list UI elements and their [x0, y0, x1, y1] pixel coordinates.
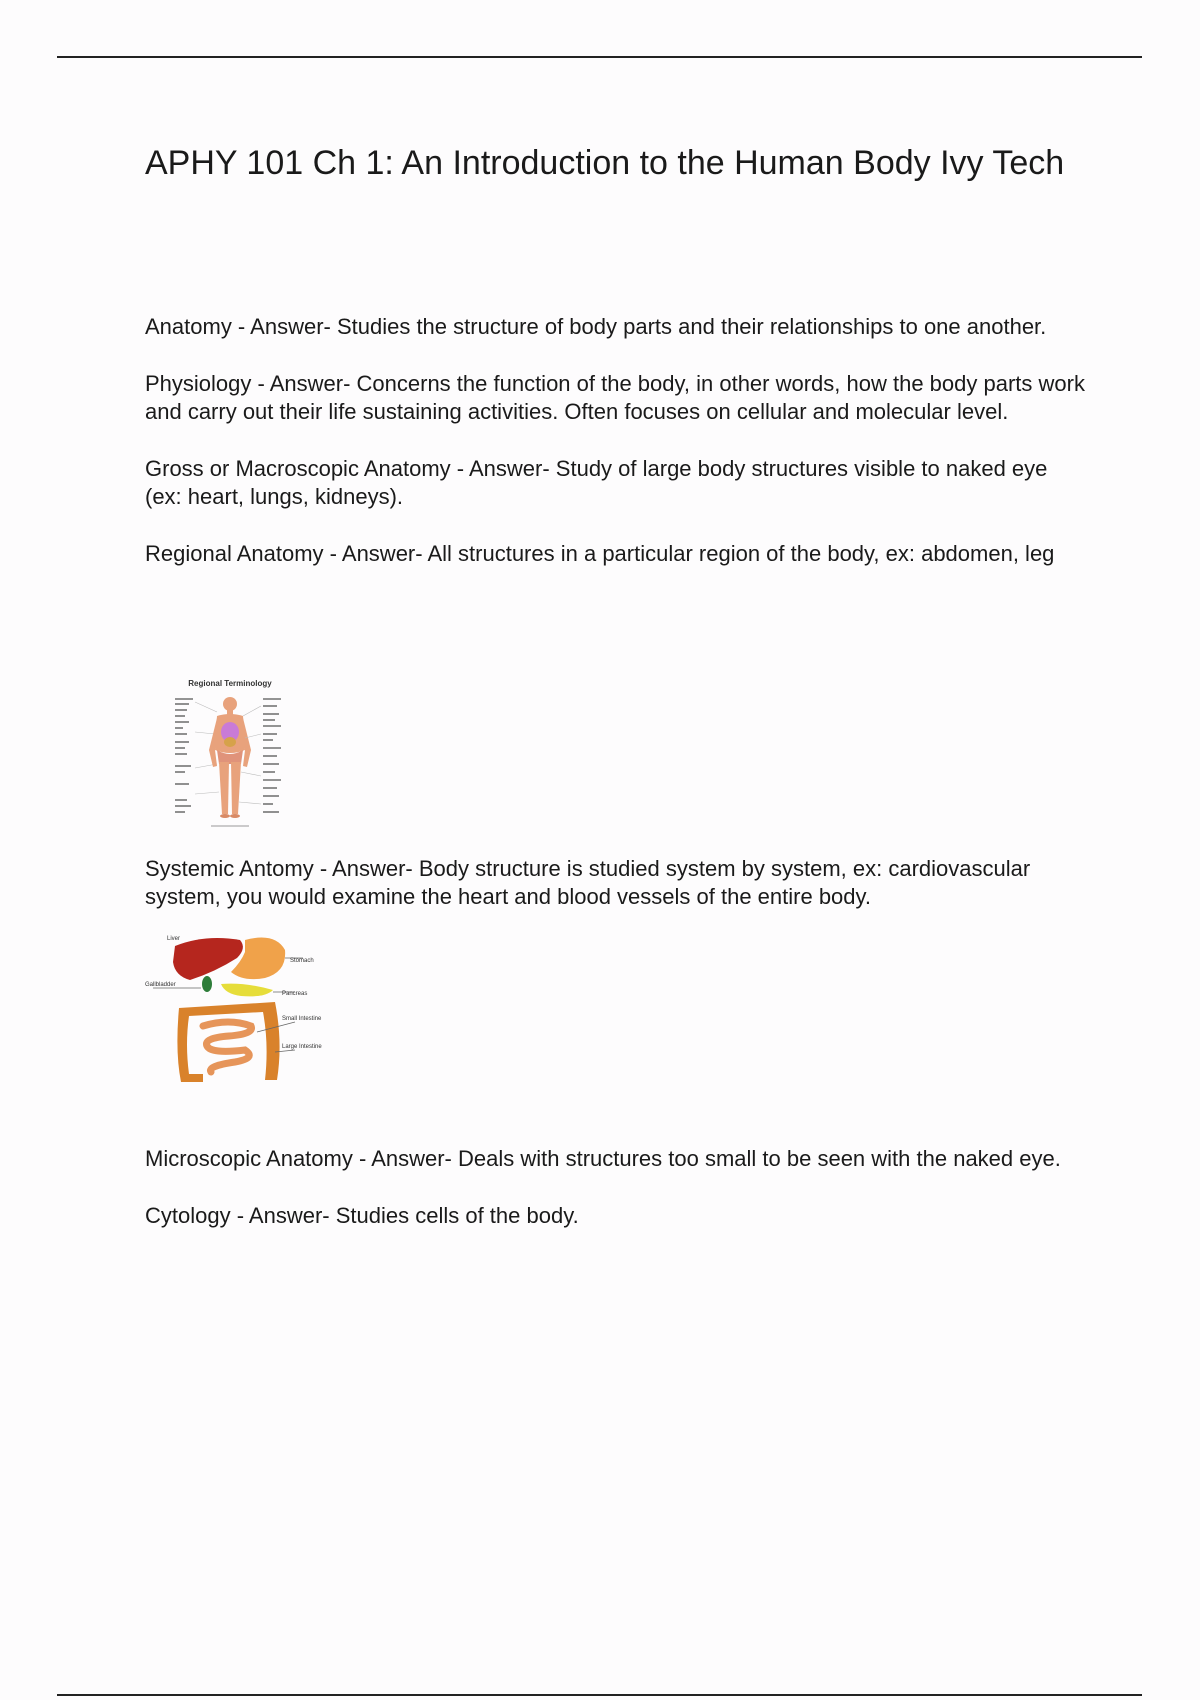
- entry-microscopic-anatomy: Microscopic Anatomy - Answer- Deals with structures too small to be seen with the naked eye.: [145, 1146, 1061, 1171]
- figure-caption: Regional Terminology: [188, 679, 272, 688]
- liver-shape: [173, 938, 243, 980]
- page-header: [145, 142, 1085, 184]
- gallbladder-shape: [202, 976, 212, 992]
- label-pancreas: Pancreas: [282, 991, 308, 997]
- small-intestine-shape: [203, 1022, 252, 1072]
- entry-regional-anatomy: Regional Anatomy - Answer- All structures in a particular region of the body, ex: abdomen, leg: [145, 541, 1055, 566]
- regional-body-diagram: [145, 672, 315, 832]
- large-intestine-shape: [177, 1002, 279, 1082]
- top-rule: [57, 56, 1142, 58]
- regional-terminology-figure: [145, 672, 315, 837]
- label-large-intestine: Large Intestine: [282, 1044, 322, 1050]
- entries-block-2: [145, 855, 1085, 911]
- pancreas-shape: [221, 984, 273, 997]
- left-labels: [175, 699, 193, 812]
- entries-block-1: [145, 313, 1085, 568]
- entry-anatomy: Anatomy - Answer- Studies the structure of body parts and their relationships to one another.: [145, 314, 1047, 339]
- label-liver: Liver: [167, 936, 181, 942]
- page-title: APHY 101 Ch 1: An Introduction to the Human Body Ivy Tech: [145, 144, 1065, 182]
- entry-gross-anatomy: Gross or Macroscopic Anatomy - Answer- Study of large body structures visible to naked eye (ex: heart, lungs, kidneys).: [145, 456, 1048, 509]
- label-stomach: Stomach: [290, 958, 314, 964]
- entry-physiology: Physiology - Answer- Concerns the function of the body, in other words, how the body parts work and carry out their life sustaining activities. Often focuses on cellular and molecular level.: [145, 371, 1085, 424]
- bottom-rule: [57, 1694, 1142, 1696]
- entry-cytology: Cytology - Answer- Studies cells of the body.: [145, 1203, 579, 1228]
- digestive-system-figure: [145, 932, 325, 1097]
- entry-systemic-anatomy: Systemic Antomy - Answer- Body structure is studied system by system, ex: cardiovascular system, you would examine the heart and blood vessels of the entire body.: [145, 856, 1031, 909]
- label-small-intestine: Small Intestine: [282, 1016, 322, 1022]
- right-labels: [263, 699, 281, 812]
- entries-block-3: [145, 1145, 1085, 1230]
- digestive-diagram: [145, 932, 325, 1092]
- label-gallbladder: Gallbladder: [145, 982, 176, 988]
